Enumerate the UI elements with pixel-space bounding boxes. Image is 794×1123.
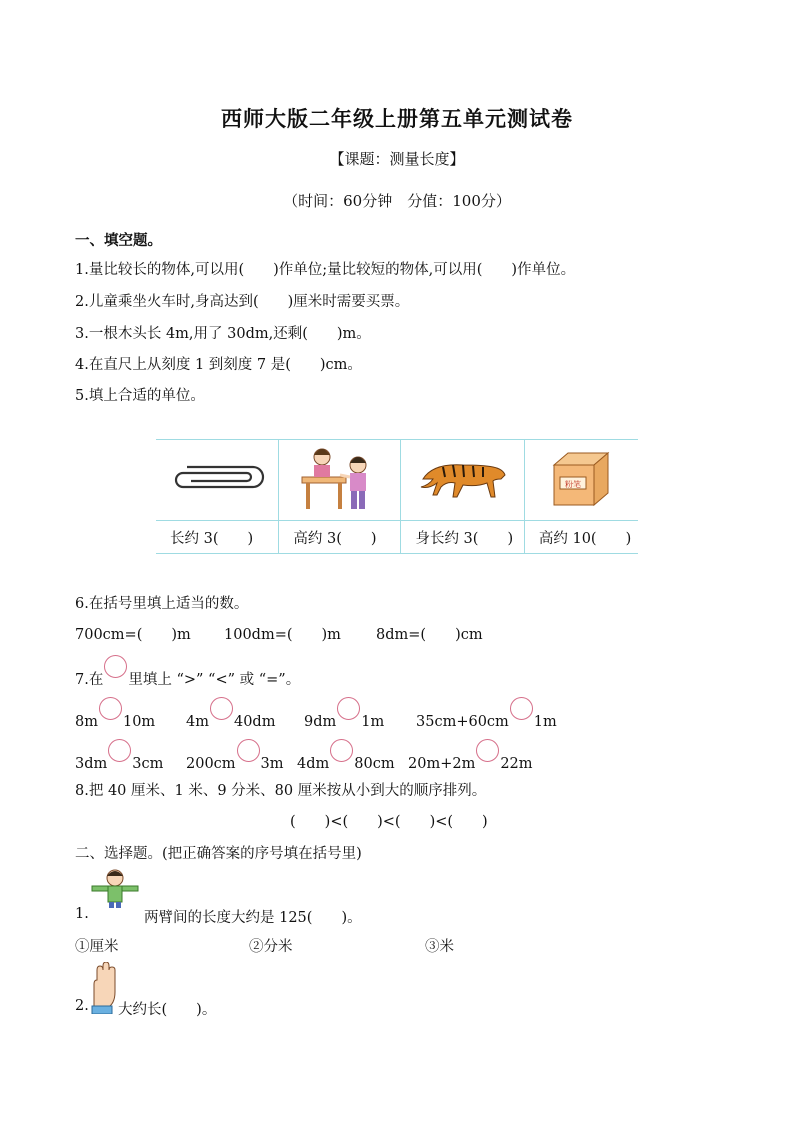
- topic-line: 【课题：测量长度】: [329, 150, 465, 168]
- time-score-line: （时间：60分钟 分值：100分）: [283, 192, 511, 210]
- caption-paperclip: 长约 3( ): [156, 521, 279, 554]
- compare-left: 9dm: [304, 714, 337, 730]
- compare-circle-icon[interactable]: [237, 739, 260, 762]
- compare-right: 22m: [500, 756, 533, 772]
- compare-right: 80cm: [354, 756, 395, 772]
- compare-circle-icon[interactable]: [210, 697, 233, 720]
- chalk-box-cell: [524, 440, 638, 521]
- question-2-1: 两臂间的长度大约是 125( )。: [144, 910, 362, 926]
- compare-left: 20m+2m: [408, 756, 476, 772]
- question-2-1-number: 1.: [75, 906, 89, 922]
- compare-circle-icon[interactable]: [108, 739, 131, 762]
- compare-right: 1m: [361, 714, 385, 730]
- q6-item-1: 700cm=( )m: [75, 627, 191, 643]
- q8-answer-blanks: ( )<( )<( )<( ): [290, 814, 488, 830]
- kids-at-desk-icon: [292, 443, 388, 513]
- compare-1-3: [304, 705, 384, 730]
- paperclip-icon: [167, 463, 267, 493]
- q6-item-3: 8dm=( )cm: [376, 627, 483, 643]
- compare-1-4: [416, 705, 557, 730]
- unit-picture-table: [156, 439, 638, 554]
- page-title: 西师大版二年级上册第五单元测试卷: [221, 107, 573, 131]
- hand-icon: [88, 962, 116, 1014]
- caption-box: 高约 10( ): [524, 521, 638, 554]
- paperclip-cell: [156, 440, 279, 521]
- question-1-8: 8.把 40 厘米、1 米、9 分米、80 厘米按从小到大的顺序排列。: [75, 783, 487, 799]
- question-1-6: 6.在括号里填上适当的数。: [75, 596, 249, 612]
- compare-circle-icon[interactable]: [510, 697, 533, 720]
- compare-circle-icon[interactable]: [330, 739, 353, 762]
- compare-left: 4m: [186, 714, 209, 730]
- option-2-1-c[interactable]: ③米: [425, 939, 454, 955]
- compare-1-1: [75, 705, 155, 730]
- compare-2-1: [75, 747, 163, 772]
- tiger-icon: [413, 453, 513, 503]
- compare-left: 35cm+60cm: [416, 714, 509, 730]
- compare-right: 1m: [533, 714, 557, 730]
- q7-prefix: 7.在: [75, 672, 104, 688]
- compare-left: 3dm: [75, 756, 108, 772]
- compare-left: 8m: [75, 714, 98, 730]
- option-2-1-a[interactable]: ①厘米: [75, 939, 119, 955]
- question-1-2: 2.儿童乘坐火车时,身高达到( )厘米时需要买票。: [75, 294, 410, 310]
- question-1-5: 5.填上合适的单位。: [75, 388, 205, 404]
- compare-left: 200cm: [186, 756, 236, 772]
- compare-circle-icon[interactable]: [99, 697, 122, 720]
- kids-desk-cell: [279, 440, 401, 521]
- compare-right: 40dm: [233, 714, 276, 730]
- section1-heading: 一、填空题。: [75, 232, 162, 249]
- compare-right: 10m: [122, 714, 156, 730]
- chalk-box-label: 粉笔: [565, 480, 582, 489]
- compare-2-3: [297, 747, 395, 772]
- caption-kids: 高约 3( ): [279, 521, 401, 554]
- boy-arms-spread-icon: [90, 868, 140, 908]
- compare-circle-icon: [104, 655, 127, 678]
- question-1-7: [75, 663, 300, 689]
- question-1-4: 4.在直尺上从刻度 1 到刻度 7 是( )cm。: [75, 357, 362, 373]
- section2-heading: 二、选择题。(把正确答案的序号填在括号里): [75, 846, 362, 862]
- compare-left: 4dm: [297, 756, 330, 772]
- q6-item-2: 100dm=( )m: [224, 627, 341, 643]
- compare-2-2: [186, 747, 284, 772]
- compare-right: 3cm: [132, 756, 164, 772]
- q7-suffix: 里填上 “>” “<” 或 “=”。: [128, 672, 301, 688]
- compare-2-4: [408, 747, 533, 772]
- option-2-1-b[interactable]: ②分米: [249, 939, 293, 955]
- compare-1-2: [186, 705, 275, 730]
- compare-circle-icon[interactable]: [337, 697, 360, 720]
- question-1-3: 3.一根木头长 4m,用了 30dm,还剩( )m。: [75, 326, 371, 342]
- tiger-cell: [401, 440, 524, 521]
- question-1-1: 1.量比较长的物体,可以用( )作单位;量比较短的物体,可以用( )作单位。: [75, 262, 576, 278]
- chalk-box-icon: [546, 447, 616, 509]
- caption-tiger: 身长约 3( ): [401, 521, 524, 554]
- question-2-2: 大约长( )。: [118, 1002, 217, 1018]
- question-2-2-number: 2.: [75, 998, 89, 1014]
- compare-right: 3m: [260, 756, 284, 772]
- compare-circle-icon[interactable]: [476, 739, 499, 762]
